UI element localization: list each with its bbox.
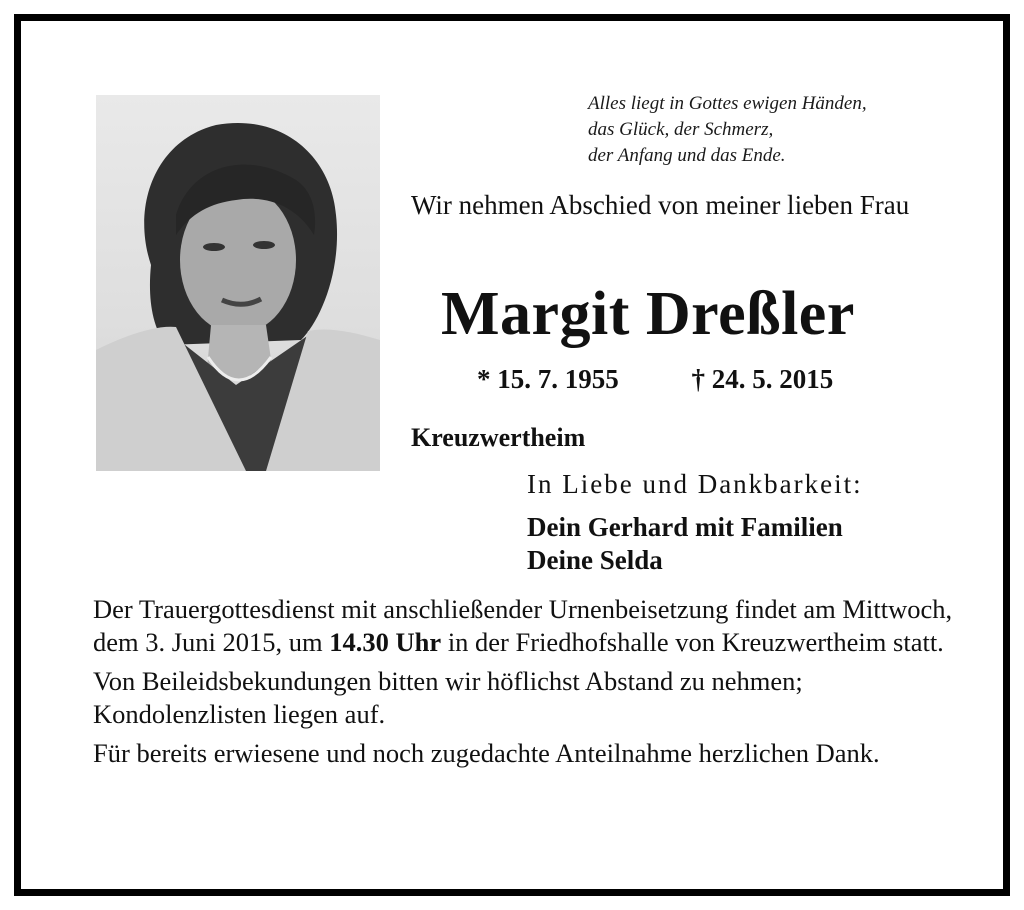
service-text-after: in der Friedhofshalle von Kreuzwertheim statt. xyxy=(441,627,944,657)
service-text-before: Der Trauergottesdienst mit anschließender Urnenbeisetzung findet am Mittwoch, dem 3. Juni 2015, um xyxy=(93,594,953,657)
birth-date: * 15. 7. 1955 xyxy=(477,364,619,394)
gratitude-paragraph: Für bereits erwiesene und noch zugedachte Anteilnahme herzlichen Dank. xyxy=(93,738,880,768)
death-date: † 24. 5. 2015 xyxy=(691,364,834,394)
portrait-photo xyxy=(96,95,380,471)
portrait-image xyxy=(96,95,380,471)
service-time: 14.30 Uhr xyxy=(329,627,442,657)
motto-line: das Glück, der Schmerz, xyxy=(588,119,774,140)
mourner-name: Dein Gerhard mit Familien xyxy=(527,512,843,542)
service-paragraph xyxy=(93,593,973,659)
condolences-paragraph: Von Beileidsbekundungen bitten wir höflichst Abstand zu nehmen; Kondolenzlisten liegen auf. xyxy=(93,666,803,729)
announcement-body xyxy=(93,593,973,776)
hometown: Kreuzwertheim xyxy=(411,423,586,452)
motto-line: der Anfang und das Ende. xyxy=(588,145,786,166)
mourner-name: Deine Selda xyxy=(527,545,663,575)
mourners-list xyxy=(527,511,843,577)
obituary-frame xyxy=(14,14,1010,896)
motto-verse xyxy=(588,91,867,169)
thanks-line: In Liebe und Dankbarkeit: xyxy=(527,469,863,499)
motto-line: Alles liegt in Gottes ewigen Händen, xyxy=(588,93,867,114)
deceased-name: Margit Dreßler xyxy=(441,280,855,348)
life-dates xyxy=(477,364,833,395)
intro-text: Wir nehmen Abschied von meiner lieben Frau xyxy=(411,190,910,220)
